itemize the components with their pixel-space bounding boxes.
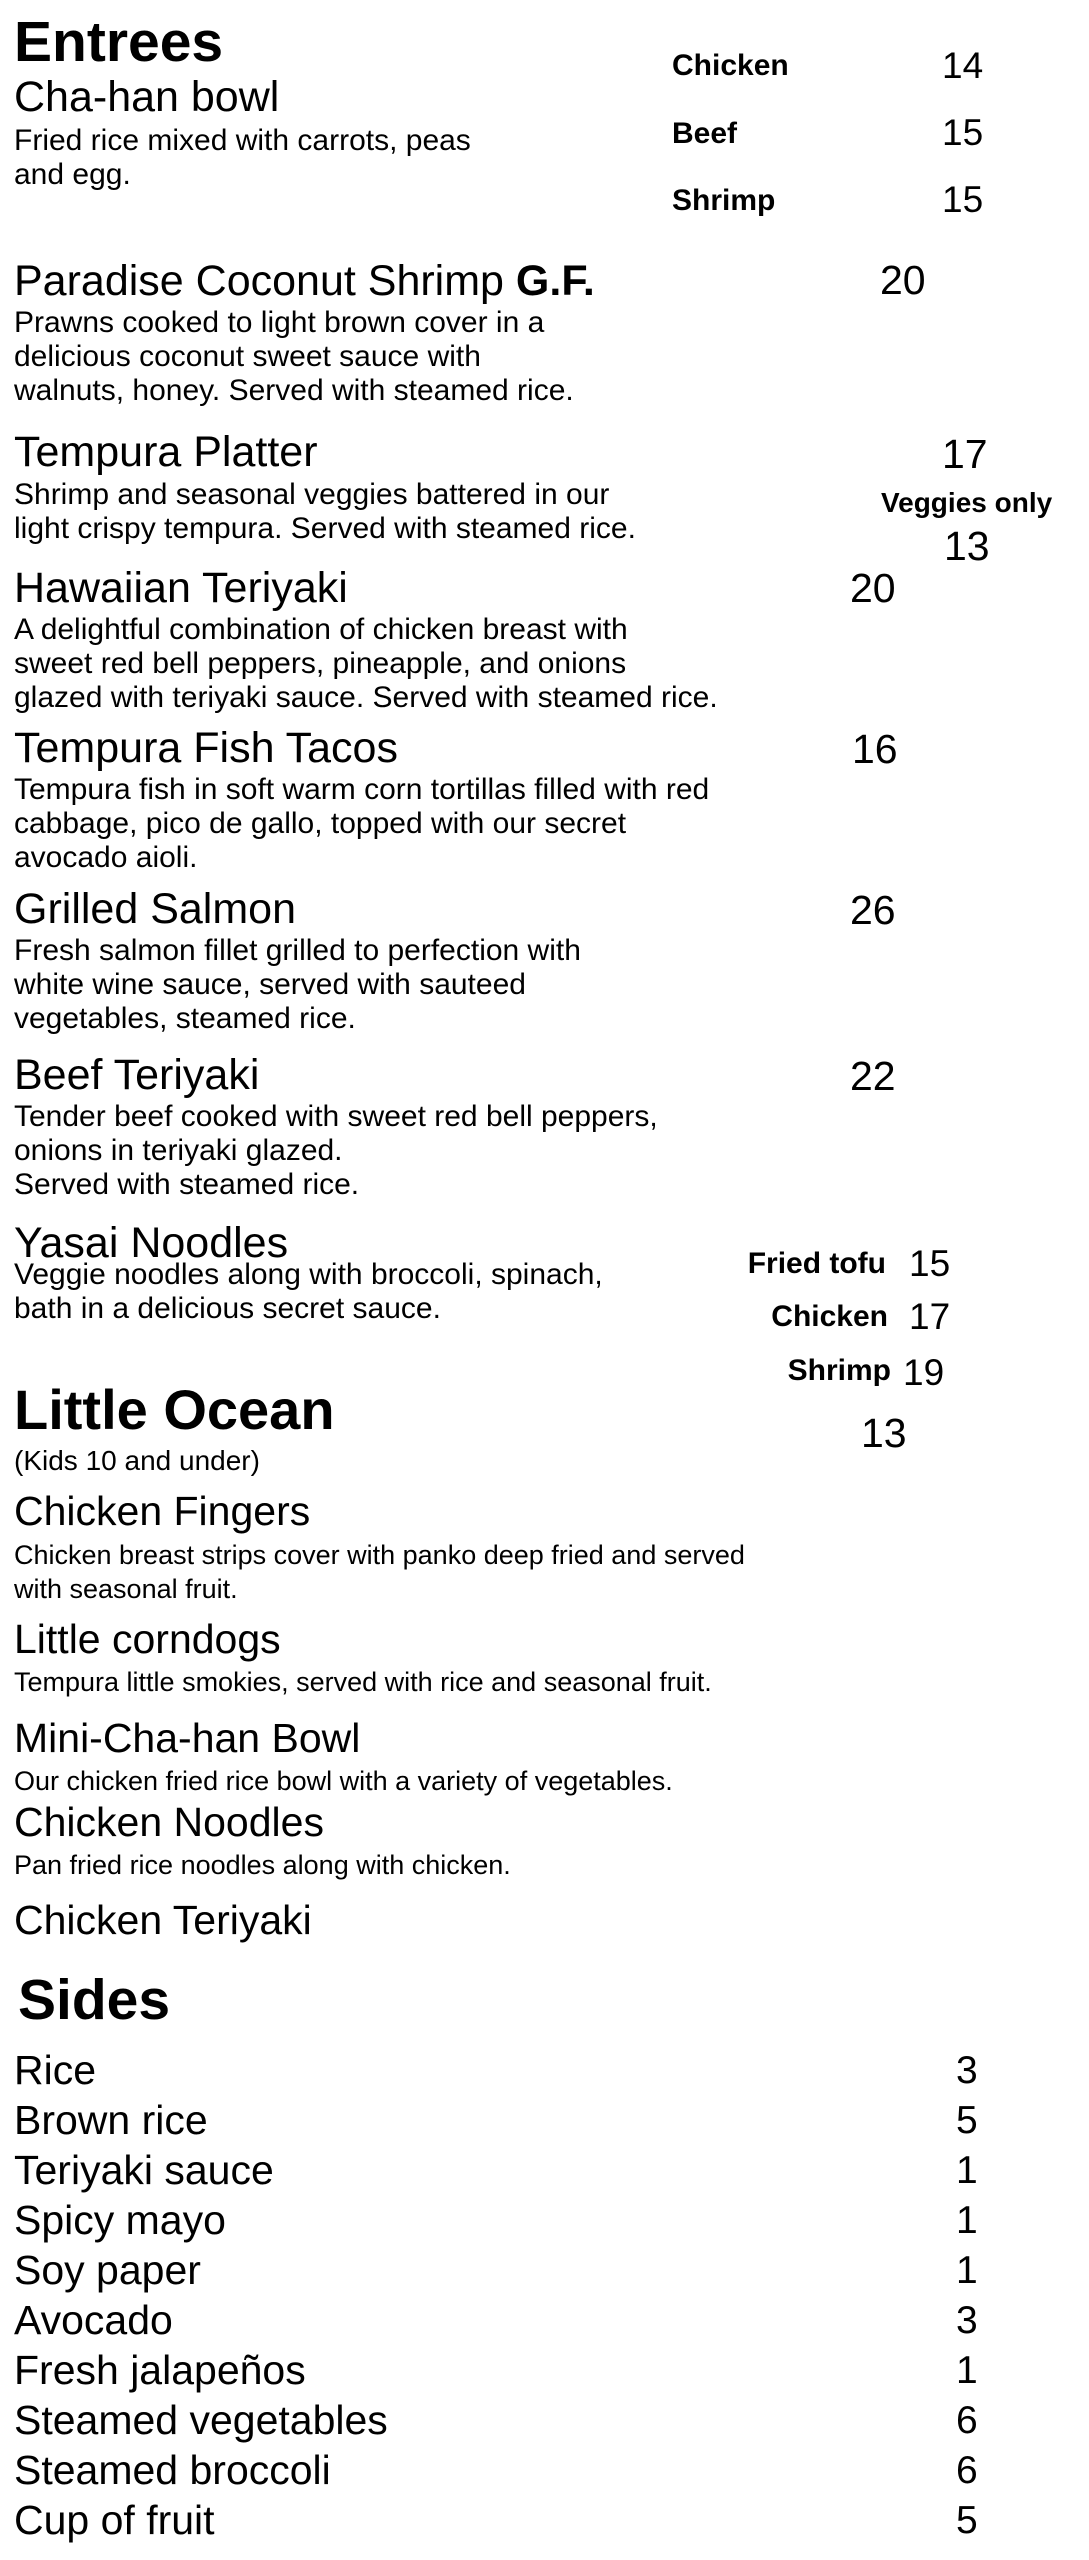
kids-price: 13 bbox=[861, 1410, 907, 1456]
kids-item-name: Chicken Teriyaki bbox=[14, 1897, 312, 1943]
side-item-price: 1 bbox=[956, 2249, 978, 2292]
coconut-shrimp-price: 20 bbox=[880, 257, 926, 303]
kids-section-title: Little Ocean bbox=[14, 1378, 335, 1441]
kids-item-name: Mini-Cha-han Bowl bbox=[14, 1715, 361, 1761]
side-item-price: 1 bbox=[956, 2349, 978, 2392]
side-item-name: Steamed vegetables bbox=[14, 2397, 388, 2443]
grilled-salmon-price: 26 bbox=[850, 887, 896, 933]
coconut-shrimp-desc: Prawns cooked to light brown cover in a delicious coconut sweet sauce with walnuts, honey. Served with steamed rice. bbox=[14, 306, 574, 407]
kids-item-desc: Tempura little smokies, served with rice and seasonal fruit. bbox=[14, 1667, 712, 1697]
chahan-desc: Fried rice mixed with carrots, peas and egg. bbox=[14, 124, 471, 191]
kids-item-desc: Pan fried rice noodles along with chicken. bbox=[14, 1850, 511, 1880]
yasai-noodles-desc: Veggie noodles along with broccoli, spinach, bath in a delicious secret sauce. bbox=[14, 1258, 603, 1325]
side-item-price: 5 bbox=[956, 2499, 978, 2542]
yasai-option-label: Fried tofu bbox=[747, 1247, 886, 1280]
side-item-name: Steamed broccoli bbox=[14, 2447, 331, 2493]
side-item-name: Brown rice bbox=[14, 2097, 208, 2143]
side-item-name: Avocado bbox=[14, 2297, 173, 2343]
veggies-only-label: Veggies only bbox=[881, 487, 1053, 518]
kids-item-desc: Our chicken fried rice bowl with a variety of vegetables. bbox=[14, 1766, 673, 1796]
kids-item-name: Chicken Fingers bbox=[14, 1488, 311, 1534]
fish-tacos-price: 16 bbox=[852, 726, 898, 772]
hawaiian-teriyaki-price: 20 bbox=[850, 565, 896, 611]
side-item-name: Spicy mayo bbox=[14, 2197, 226, 2243]
side-item-name: Rice bbox=[14, 2047, 97, 2093]
beef-teriyaki-price: 22 bbox=[850, 1053, 896, 1099]
chahan-option-price: 15 bbox=[942, 112, 984, 153]
kids-item-desc: Chicken breast strips cover with panko deep fried and served with seasonal fruit. bbox=[14, 1540, 745, 1604]
tempura-platter-name: Tempura Platter bbox=[14, 428, 318, 476]
side-item-price: 6 bbox=[956, 2449, 978, 2492]
side-item-name: Fresh jalapeños bbox=[14, 2347, 306, 2393]
yasai-option-price: 19 bbox=[903, 1352, 945, 1393]
side-item-name: Soy paper bbox=[14, 2247, 201, 2293]
side-item-price: 6 bbox=[956, 2399, 978, 2442]
chahan-option-price: 15 bbox=[942, 179, 984, 220]
chahan-option-label: Beef bbox=[672, 117, 738, 150]
fish-tacos-desc: Tempura fish in soft warm corn tortillas filled with red cabbage, pico de gallo, topped with our secret avocado aioli. bbox=[14, 773, 710, 874]
side-item-price: 3 bbox=[956, 2049, 978, 2092]
yasai-option-label: Shrimp bbox=[787, 1354, 891, 1387]
fish-tacos-name: Tempura Fish Tacos bbox=[14, 724, 398, 772]
kids-item-name: Chicken Noodles bbox=[14, 1799, 324, 1845]
coconut-shrimp-name bbox=[14, 257, 595, 305]
sides-title: Sides bbox=[18, 1968, 171, 2032]
grilled-salmon-desc: Fresh salmon fillet grilled to perfection with white wine sauce, served with sauteed vegetables, steamed rice. bbox=[14, 934, 581, 1035]
tempura-platter-desc: Shrimp and seasonal veggies battered in our light crispy tempura. Served with steamed rice. bbox=[14, 478, 636, 545]
chahan-option-label: Shrimp bbox=[672, 184, 776, 217]
hawaiian-teriyaki-name: Hawaiian Teriyaki bbox=[14, 564, 348, 612]
chahan-option-label: Chicken bbox=[672, 49, 789, 82]
chahan-option-price: 14 bbox=[942, 45, 984, 86]
coconut-shrimp-name-text: Paradise Coconut Shrimp bbox=[14, 257, 516, 305]
tempura-platter-price: 17 bbox=[942, 431, 988, 477]
grilled-salmon-name: Grilled Salmon bbox=[14, 885, 296, 933]
yasai-noodles-name: Yasai Noodles bbox=[14, 1219, 289, 1267]
side-item-price: 1 bbox=[956, 2149, 978, 2192]
chahan-name: Cha-han bowl bbox=[14, 73, 280, 121]
side-item-name: Teriyaki sauce bbox=[14, 2147, 274, 2193]
veggies-only-price: 13 bbox=[944, 523, 990, 569]
side-item-price: 1 bbox=[956, 2199, 978, 2242]
beef-teriyaki-name: Beef Teriyaki bbox=[14, 1051, 260, 1099]
side-item-name: Cup of fruit bbox=[14, 2497, 215, 2543]
gluten-free-tag: G.F. bbox=[515, 257, 595, 305]
yasai-option-price: 15 bbox=[909, 1243, 951, 1284]
side-item-price: 3 bbox=[956, 2299, 978, 2342]
kids-item-name: Little corndogs bbox=[14, 1616, 281, 1662]
hawaiian-teriyaki-desc: A delightful combination of chicken breast with sweet red bell peppers, pineapple, and onions glazed with teriyaki sauce. Served with steamed rice. bbox=[14, 613, 718, 714]
entrees-title: Entrees bbox=[14, 10, 224, 74]
kids-age-note: (Kids 10 and under) bbox=[14, 1445, 260, 1476]
yasai-option-label: Chicken bbox=[771, 1300, 888, 1333]
beef-teriyaki-desc: Tender beef cooked with sweet red bell peppers, onions in teriyaki glazed. Served with steamed rice. bbox=[14, 1100, 658, 1201]
side-item-price: 5 bbox=[956, 2099, 978, 2142]
yasai-option-price: 17 bbox=[909, 1296, 951, 1337]
